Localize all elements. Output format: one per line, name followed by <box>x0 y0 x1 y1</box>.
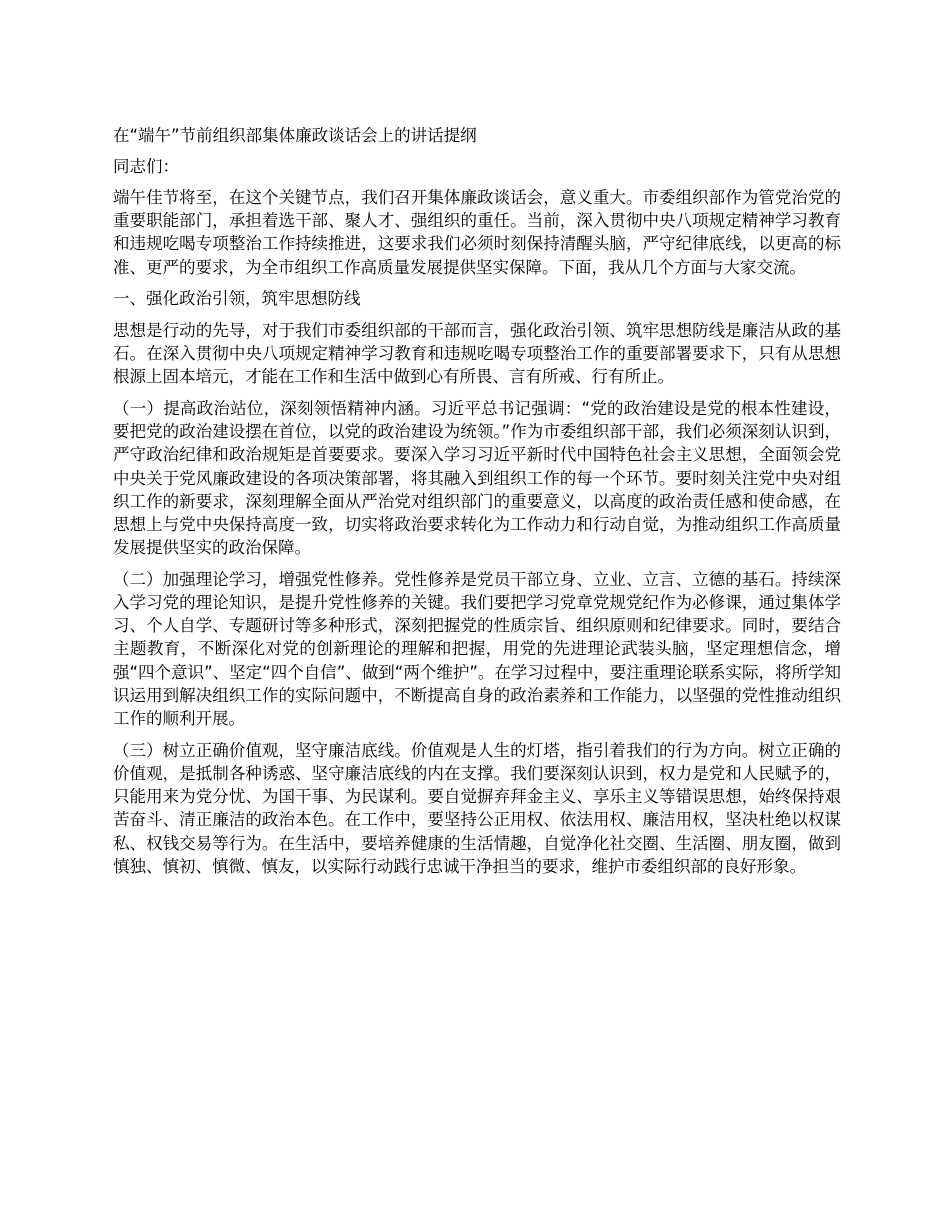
section-1-item-1: （一）提高政治站位，深刻领悟精神内涵。习近平总书记强调：“党的政治建设是党的根本性建设，要把党的政治建设摆在首位，以党的政治建设为统领。”作为市委组织部干部，我们必须深刻认识到，严守政治纪律和政治规矩是首要要求。要深入学习习近平新时代中国特色社会主义思想，全面领会党中央关于党风廉政建设的各项决策部署，将其融入到组织工作的每一个环节。要时刻关注党中央对组织工作的新要求，深刻理解全面从严治党对组织部门的重要意义，以高度的政治责任感和使命感，在思想上与党中央保持高度一致，切实将政治要求转化为工作动力和行动自觉，为推动组织工作高质量发展提供坚实的政治保障。 <box>113 398 841 558</box>
document-page <box>113 124 841 886</box>
section-1-item-3: （三）树立正确价值观，坚守廉洁底线。价值观是人生的灯塔，指引着我们的行为方向。树立正确的价值观，是抵制各种诱惑、坚守廉洁底线的内在支撑。我们要深刻认识到，权力是党和人民赋予的，只能用来为党分忧、为国干事、为民谋利。要自觉摒弃拜金主义、享乐主义等错误思想，始终保持艰苦奋斗、清正廉洁的政治本色。在工作中，要坚持公正用权、依法用权、廉洁用权，坚决杜绝以权谋私、权钱交易等行为。在生活中，要培养健康的生活情趣，自觉净化社交圈、生活圈、朋友圈，做到慎独、慎初、慎微、慎友，以实际行动践行忠诚干净担当的要求，维护市委组织部的良好形象。 <box>113 740 841 876</box>
section-heading-1: 一、强化政治引领，筑牢思想防线 <box>113 289 361 309</box>
greeting: 同志们： <box>113 157 179 176</box>
section-1-item-2: （二）加强理论学习，增强党性修养。党性修养是党员干部立身、立业、立言、立德的基石。持续深入学习党的理论知识，是提升党性修养的关键。我们要把学习党章党规党纪作为必修课，通过集体学习、个人自学、专题研讨等多种形式，深刻把握党的性质宗旨、组织原则和纪律要求。同时，要结合主题教育，不断深化对党的创新理论的理解和把握，用党的先进理论武装头脑，坚定理想信念，增强“四个意识”、坚定“四个自信”、做到“两个维护”。在学习过程中，要注重理论联系实际，将所学知识运用到解决组织工作的实际问题中，不断提高自身的政治素养和工作能力，以坚强的党性推动组织工作的顺利开展。 <box>113 569 841 729</box>
intro-paragraph: 端午佳节将至，在这个关键节点，我们召开集体廉政谈话会，意义重大。市委组织部作为管党治党的重要职能部门，承担着选干部、聚人才、强组织的重任。当前，深入贯彻中央八项规定精神学习教育和违规吃喝专项整治工作持续推进，这要求我们必须时刻保持清醒头脑，严守纪律底线，以更高的标准、更严的要求，为全市组织工作高质量发展提供坚实保障。下面，我从几个方面与大家交流。 <box>113 188 841 277</box>
document-title: 在“端午”节前组织部集体廉政谈话会上的讲话提纲 <box>113 126 477 145</box>
section-1-lead-paragraph: 思想是行动的先导，对于我们市委组织部的干部而言，强化政治引领、筑牢思想防线是廉洁从政的基石。在深入贯彻中央八项规定精神学习教育和违规吃喝专项整治工作的重要部署要求下，只有从思想根源上固本培元，才能在工作和生活中做到心有所畏、言有所戒、行有所止。 <box>113 320 841 387</box>
